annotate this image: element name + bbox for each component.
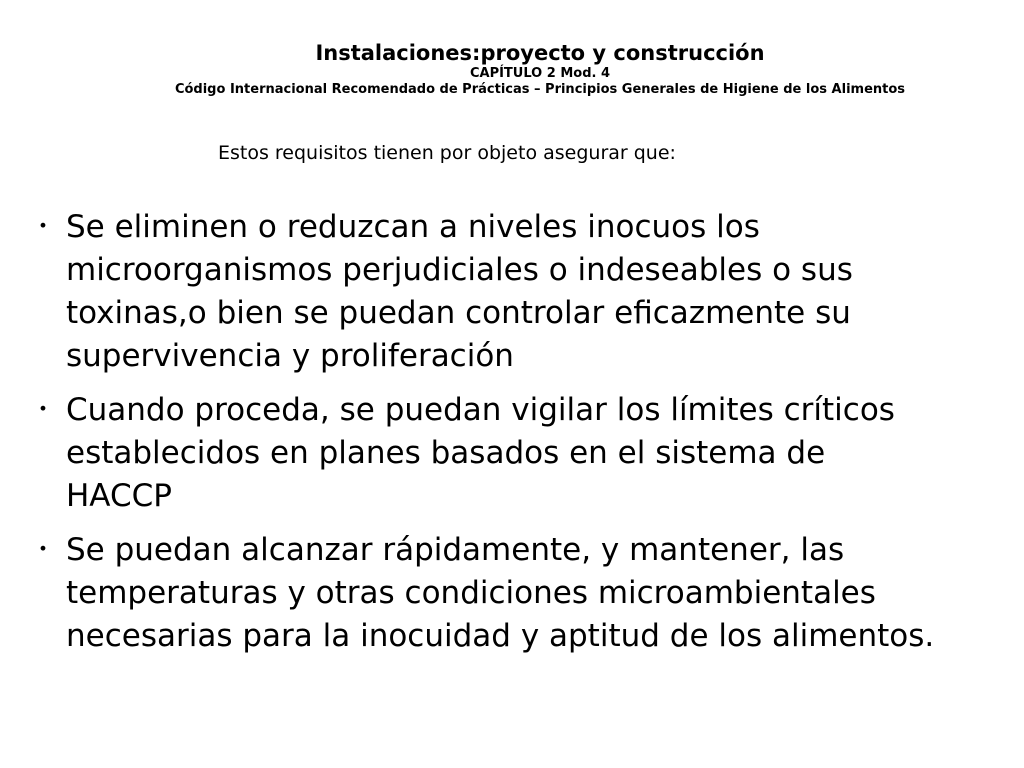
intro-text: Estos requisitos tienen por objeto asegurar que: (218, 142, 676, 164)
list-item (0, 389, 1024, 518)
slide-title: Instalaciones:proyecto y construcción (315, 41, 765, 65)
list-item (0, 529, 1024, 658)
list-item (0, 206, 1024, 378)
bullet-text: Se eliminen o reduzcan a niveles inocuos los microorganismos perjudiciales o indeseables o sus toxinas,o bien se puedan controlar eficazmente su supervivencia y proliferación (66, 209, 853, 374)
bullet-icon: ・ (30, 535, 57, 565)
bullet-list (0, 206, 1024, 669)
slide-header (0, 40, 1024, 98)
chapter-subtitle: CAPÍTULO 2 Mod. 4 (469, 66, 611, 81)
bullet-icon: ・ (30, 212, 57, 242)
bullet-icon: ・ (30, 395, 57, 425)
bullet-text: Se puedan alcanzar rápidamente, y mantener, las temperaturas y otras condiciones microambientales necesarias para la inocuidad y aptitud de los alimentos. (66, 532, 935, 654)
bullet-text: Cuando proceda, se puedan vigilar los límites críticos establecidos en planes basados en el sistema de HACCP (66, 392, 895, 514)
code-reference: Código Internacional Recomendado de Prácticas – Principios Generales de Higiene de los Alimentos (174, 82, 906, 97)
